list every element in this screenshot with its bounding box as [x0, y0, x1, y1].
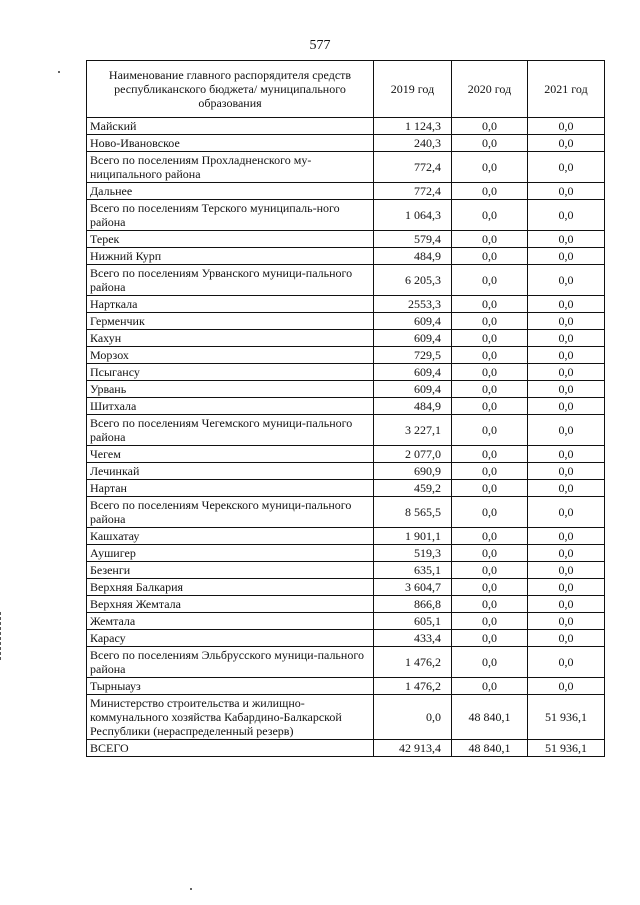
- value-2020: 0,0: [452, 364, 528, 381]
- value-2019: 609,4: [374, 364, 452, 381]
- header-2019: 2019 год: [374, 61, 452, 118]
- table-body: [87, 118, 605, 757]
- value-2019: 433,4: [374, 630, 452, 647]
- value-2020: 0,0: [452, 152, 528, 183]
- table-row: [87, 740, 605, 757]
- row-name: Псыгансу: [87, 364, 374, 381]
- value-2020: 0,0: [452, 545, 528, 562]
- table-row: [87, 265, 605, 296]
- value-2021: 0,0: [528, 200, 605, 231]
- table-row: [87, 200, 605, 231]
- value-2021: 0,0: [528, 480, 605, 497]
- value-2021: 0,0: [528, 248, 605, 265]
- value-2020: 0,0: [452, 446, 528, 463]
- value-2020: 0,0: [452, 313, 528, 330]
- value-2020: 0,0: [452, 528, 528, 545]
- table-row: [87, 231, 605, 248]
- row-name: Чегем: [87, 446, 374, 463]
- header-2020: 2020 год: [452, 61, 528, 118]
- value-2020: 0,0: [452, 135, 528, 152]
- table-row: [87, 118, 605, 135]
- value-2020: 0,0: [452, 579, 528, 596]
- value-2019: 240,3: [374, 135, 452, 152]
- value-2019: 1 901,1: [374, 528, 452, 545]
- row-name: Кашхатау: [87, 528, 374, 545]
- value-2020: 0,0: [452, 647, 528, 678]
- table-row: [87, 347, 605, 364]
- page-number: 577: [309, 38, 331, 53]
- value-2021: 0,0: [528, 497, 605, 528]
- value-2021: 0,0: [528, 313, 605, 330]
- row-name: Всего по поселениям Чегемского муници-пального района: [87, 415, 374, 446]
- row-name: Карасу: [87, 630, 374, 647]
- value-2020: 0,0: [452, 398, 528, 415]
- row-name: ВСЕГО: [87, 740, 374, 757]
- value-2021: 0,0: [528, 415, 605, 446]
- value-2019: 2 077,0: [374, 446, 452, 463]
- value-2019: 866,8: [374, 596, 452, 613]
- value-2019: 519,3: [374, 545, 452, 562]
- value-2019: 484,9: [374, 398, 452, 415]
- value-2020: 0,0: [452, 265, 528, 296]
- table-row: [87, 528, 605, 545]
- value-2020: 0,0: [452, 248, 528, 265]
- row-name: Всего по поселениям Терского муниципаль-ного района: [87, 200, 374, 231]
- value-2019: 2553,3: [374, 296, 452, 313]
- table-row: [87, 248, 605, 265]
- value-2019: 1 124,3: [374, 118, 452, 135]
- value-2021: 0,0: [528, 613, 605, 630]
- value-2020: 0,0: [452, 480, 528, 497]
- value-2019: 609,4: [374, 381, 452, 398]
- scan-speck: [58, 71, 60, 73]
- row-name: Всего по поселениям Эльбрусского муници-пального района: [87, 647, 374, 678]
- value-2019: 772,4: [374, 152, 452, 183]
- table-row: [87, 630, 605, 647]
- value-2021: 0,0: [528, 231, 605, 248]
- value-2019: 3 604,7: [374, 579, 452, 596]
- table-row: [87, 562, 605, 579]
- table-row: [87, 446, 605, 463]
- value-2020: 48 840,1: [452, 740, 528, 757]
- scan-edge-mark: [0, 612, 4, 660]
- value-2019: 1 064,3: [374, 200, 452, 231]
- row-name: Тырныауз: [87, 678, 374, 695]
- value-2020: 0,0: [452, 497, 528, 528]
- value-2019: 42 913,4: [374, 740, 452, 757]
- value-2021: 0,0: [528, 265, 605, 296]
- row-name: Майский: [87, 118, 374, 135]
- table-row: [87, 463, 605, 480]
- value-2021: 0,0: [528, 596, 605, 613]
- row-name: Министерство строительства и жилищно-коммунального хозяйства Кабардино-Балкарской Республики (нераспределенный резерв): [87, 695, 374, 740]
- value-2021: 0,0: [528, 579, 605, 596]
- table-row: [87, 596, 605, 613]
- value-2019: 484,9: [374, 248, 452, 265]
- value-2021: 0,0: [528, 562, 605, 579]
- value-2020: 0,0: [452, 463, 528, 480]
- row-name: Верхняя Балкария: [87, 579, 374, 596]
- value-2019: 579,4: [374, 231, 452, 248]
- row-name: Нарткала: [87, 296, 374, 313]
- row-name: Терек: [87, 231, 374, 248]
- value-2019: 605,1: [374, 613, 452, 630]
- scan-speck: [190, 888, 192, 890]
- row-name: Дальнее: [87, 183, 374, 200]
- table-row: [87, 613, 605, 630]
- value-2019: 772,4: [374, 183, 452, 200]
- value-2019: 0,0: [374, 695, 452, 740]
- row-name: Лечинкай: [87, 463, 374, 480]
- table-row: [87, 678, 605, 695]
- value-2020: 0,0: [452, 347, 528, 364]
- value-2021: 0,0: [528, 381, 605, 398]
- value-2019: 1 476,2: [374, 678, 452, 695]
- table-row: [87, 398, 605, 415]
- table-row: [87, 330, 605, 347]
- row-name: Всего по поселениям Урванского муници-пального района: [87, 265, 374, 296]
- value-2019: 690,9: [374, 463, 452, 480]
- table-row: [87, 152, 605, 183]
- value-2019: 1 476,2: [374, 647, 452, 678]
- table-row: [87, 545, 605, 562]
- value-2020: 0,0: [452, 296, 528, 313]
- value-2020: 0,0: [452, 330, 528, 347]
- value-2019: 609,4: [374, 330, 452, 347]
- row-name: Аушигер: [87, 545, 374, 562]
- table-row: [87, 695, 605, 740]
- table-row: [87, 183, 605, 200]
- value-2021: 0,0: [528, 296, 605, 313]
- value-2020: 0,0: [452, 183, 528, 200]
- table-header: [87, 61, 605, 118]
- value-2021: 0,0: [528, 630, 605, 647]
- value-2021: 0,0: [528, 347, 605, 364]
- value-2021: 0,0: [528, 152, 605, 183]
- budget-table: [86, 60, 605, 757]
- table-row: [87, 647, 605, 678]
- value-2021: 0,0: [528, 463, 605, 480]
- value-2021: 0,0: [528, 364, 605, 381]
- value-2021: 0,0: [528, 135, 605, 152]
- table-row: [87, 497, 605, 528]
- row-name: Всего по поселениям Черекского муници-пального района: [87, 497, 374, 528]
- table-row: [87, 364, 605, 381]
- value-2019: 8 565,5: [374, 497, 452, 528]
- value-2021: 0,0: [528, 183, 605, 200]
- value-2021: 0,0: [528, 398, 605, 415]
- row-name: Безенги: [87, 562, 374, 579]
- value-2019: 3 227,1: [374, 415, 452, 446]
- value-2021: 0,0: [528, 678, 605, 695]
- value-2019: 609,4: [374, 313, 452, 330]
- header-2021: 2021 год: [528, 61, 605, 118]
- table-row: [87, 135, 605, 152]
- table-row: [87, 579, 605, 596]
- header-name: Наименование главного распорядителя средств республиканского бюджета/ муниципального образования: [87, 61, 374, 118]
- value-2021: 0,0: [528, 446, 605, 463]
- table-row: [87, 480, 605, 497]
- row-name: Шитхала: [87, 398, 374, 415]
- value-2021: 0,0: [528, 528, 605, 545]
- value-2020: 0,0: [452, 596, 528, 613]
- value-2020: 0,0: [452, 118, 528, 135]
- row-name: Морзох: [87, 347, 374, 364]
- row-name: Нартан: [87, 480, 374, 497]
- row-name: Всего по поселениям Прохладненского му-ниципального района: [87, 152, 374, 183]
- table-row: [87, 415, 605, 446]
- row-name: Герменчик: [87, 313, 374, 330]
- row-name: Жемтала: [87, 613, 374, 630]
- row-name: Урвань: [87, 381, 374, 398]
- value-2020: 48 840,1: [452, 695, 528, 740]
- row-name: Кахун: [87, 330, 374, 347]
- row-name: Ново-Ивановское: [87, 135, 374, 152]
- value-2021: 0,0: [528, 647, 605, 678]
- value-2020: 0,0: [452, 381, 528, 398]
- value-2020: 0,0: [452, 231, 528, 248]
- value-2020: 0,0: [452, 200, 528, 231]
- value-2021: 0,0: [528, 118, 605, 135]
- value-2021: 51 936,1: [528, 695, 605, 740]
- value-2020: 0,0: [452, 678, 528, 695]
- value-2019: 6 205,3: [374, 265, 452, 296]
- value-2020: 0,0: [452, 415, 528, 446]
- row-name: Нижний Курп: [87, 248, 374, 265]
- value-2019: 635,1: [374, 562, 452, 579]
- value-2020: 0,0: [452, 562, 528, 579]
- value-2020: 0,0: [452, 613, 528, 630]
- value-2019: 729,5: [374, 347, 452, 364]
- value-2021: 51 936,1: [528, 740, 605, 757]
- value-2021: 0,0: [528, 545, 605, 562]
- value-2020: 0,0: [452, 630, 528, 647]
- table-row: [87, 381, 605, 398]
- value-2019: 459,2: [374, 480, 452, 497]
- row-name: Верхняя Жемтала: [87, 596, 374, 613]
- table-row: [87, 296, 605, 313]
- table-row: [87, 313, 605, 330]
- value-2021: 0,0: [528, 330, 605, 347]
